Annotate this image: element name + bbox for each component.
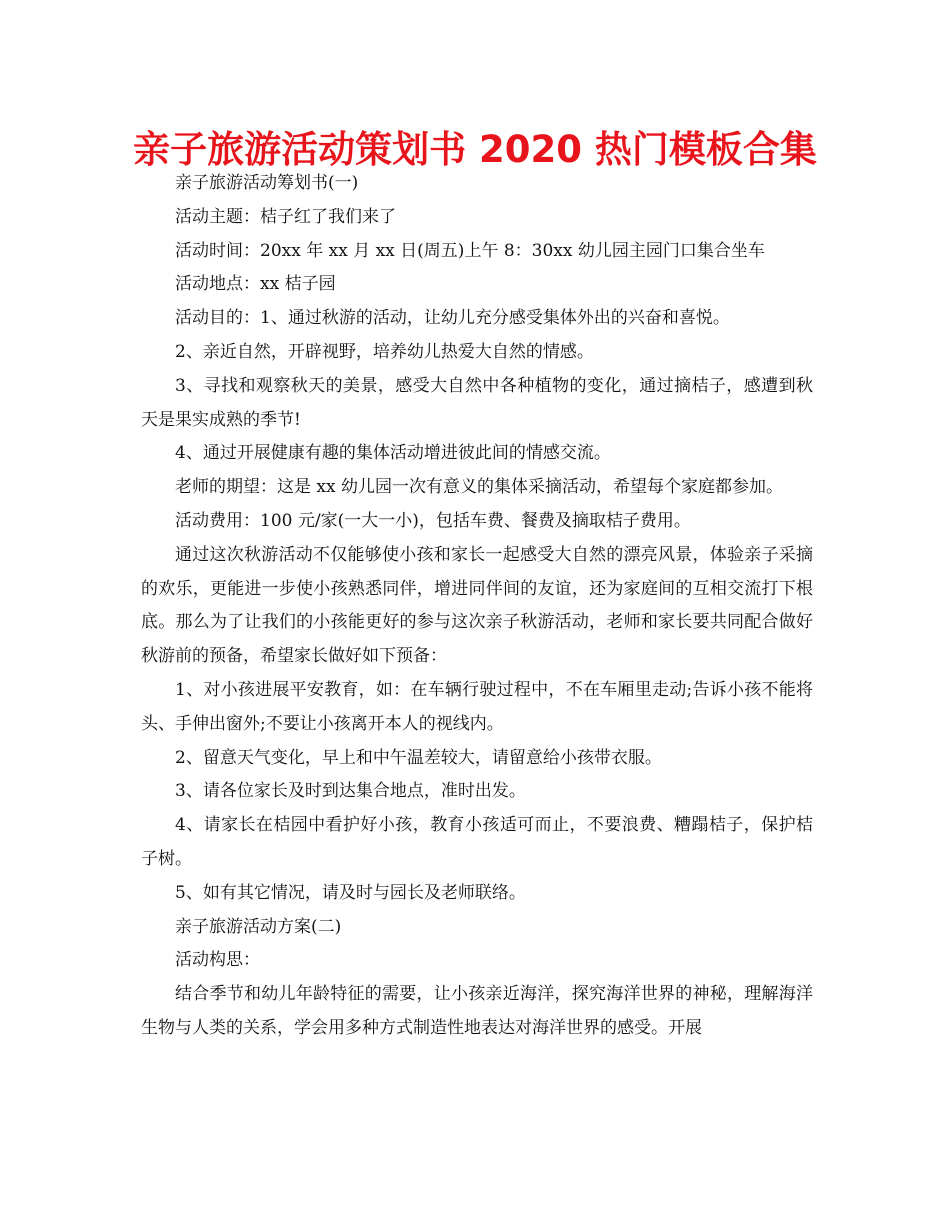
paragraph-activity-concept: 活动构思： <box>175 950 260 971</box>
paragraph-activity-time: 活动时间：20xx 年 xx 月 xx 日(周五)上午 8：30xx 幼儿园主园门口集合坐车 <box>175 240 765 261</box>
paragraph-purpose-4: 4、通过开展健康有趣的集体活动增进彼此间的情感交流。 <box>175 443 611 464</box>
paragraph-purpose-3: 3、寻找和观察秋天的美景，感受大自然中各种植物的变化，通过摘桔子，感遭到秋天是果实成熟的季节! <box>141 375 813 430</box>
paragraph-teacher-expectation: 老师的期望：这是 xx 幼儿园一次有意义的集体采摘活动，希望每个家庭都参加。 <box>175 477 783 498</box>
paragraph-activity-fee: 活动费用：100 元/家(一大一小)，包括车费、餐费及摘取桔子费用。 <box>175 510 691 531</box>
paragraph-activity-summary: 通过这次秋游活动不仅能够使小孩和家长一起感受大自然的漂亮风景，体验亲子采摘的欢乐，更能进一步使小孩熟悉同伴，增进同伴间的友谊，还为家庭间的互相交流打下根底。那么为了让我们的小孩能更好的参与这次亲子秋游活动，老师和家长要共同配合做好秋游前的预备，希望家长做好如下预备： <box>141 544 813 667</box>
paragraph-activity-location: 活动地点：xx 桔子园 <box>175 274 336 295</box>
paragraph-activity-theme: 活动主题：桔子红了我们来了 <box>175 206 396 227</box>
paragraph-plan-two-heading: 亲子旅游活动方案(二) <box>175 916 342 937</box>
paragraph-purpose-2: 2、亲近自然，开辟视野，培养幼儿热爱大自然的情感。 <box>175 341 594 362</box>
paragraph-preparation-2: 2、留意天气变化，早上和中午温差较大，请留意给小孩带衣服。 <box>175 747 662 768</box>
document-title: 亲子旅游活动策划书 2020 热门模板合集 <box>133 128 817 171</box>
paragraph-preparation-1: 1、对小孩进展平安教育，如：在车辆行驶过程中，不在车厢里走动;告诉小孩不能将头、手伸出窗外;不要让小孩离开本人的视线内。 <box>141 679 813 734</box>
paragraph-preparation-5: 5、如有其它情况，请及时与园长及老师联络。 <box>175 882 526 903</box>
paragraph-preparation-4: 4、请家长在桔园中看护好小孩，教育小孩适可而止，不要浪费、糟蹋桔子，保护桔子树。 <box>141 815 813 869</box>
paragraph-activity-purpose: 活动目的：1、通过秋游的活动，让幼儿充分感受集体外出的兴奋和喜悦。 <box>175 308 730 329</box>
document-body <box>141 167 813 1046</box>
paragraph-preparation-3: 3、请各位家长及时到达集合地点，准时出发。 <box>175 781 526 802</box>
paragraph-plan-one-heading: 亲子旅游活动筹划书(一) <box>175 173 359 193</box>
paragraph-concept-body: 结合季节和幼儿年龄特征的需要，让小孩亲近海洋，探究海洋世界的神秘，理解海洋生物与人类的关系，学会用多种方式制造性地表达对海洋世界的感受。开展 <box>141 984 813 1038</box>
